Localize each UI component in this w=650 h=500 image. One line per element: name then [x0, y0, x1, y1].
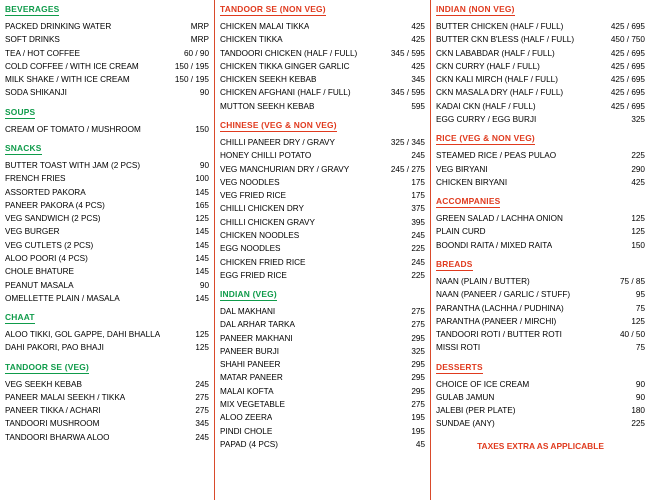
- menu-item-row: [220, 345, 425, 358]
- menu-item-price: 295: [411, 386, 425, 396]
- menu-item-price: 245: [195, 379, 209, 389]
- menu-item-name: BUTTER CHICKEN (HALF / FULL): [436, 22, 564, 31]
- menu-item-row: [220, 398, 425, 411]
- menu-item-name: DAL ARHAR TARKA: [220, 320, 295, 330]
- menu-item-price: 425 / 695: [610, 88, 645, 98]
- menu-item-price: 450 / 750: [610, 35, 645, 45]
- menu-item-name: CHILLI CHICKEN GRAVY: [220, 217, 315, 227]
- menu-item-row: [436, 33, 645, 46]
- menu-item-row: [5, 391, 209, 404]
- menu-item-name: MILK SHAKE / WITH ICE CREAM: [5, 75, 130, 85]
- menu-item-price: 275: [195, 406, 209, 416]
- menu-item-price: 425 / 695: [610, 61, 645, 71]
- menu-item-name: PANEER PAKORA (4 PCS): [5, 200, 105, 210]
- section-title-chaat: [5, 312, 209, 325]
- menu-item-price: 225: [411, 270, 425, 280]
- menu-item-name: CHICKEN TIKKA: [220, 35, 283, 45]
- menu-item-row: [220, 332, 425, 345]
- menu-item-name: CHILLI CHICKEN DRY: [220, 204, 305, 214]
- menu-item-price: 275: [411, 307, 425, 317]
- menu-item-row: [436, 275, 645, 288]
- menu-item-name: EGG NOODLES: [220, 244, 281, 254]
- menu-item-name: MIX VEGETABLE: [220, 400, 285, 410]
- menu-item-price: 245: [411, 151, 425, 161]
- menu-item-row: [220, 358, 425, 371]
- menu-item-price: 180: [631, 406, 645, 416]
- section-title-desserts: [436, 362, 645, 375]
- menu-item-price: 90: [635, 392, 645, 402]
- menu-item-name: CHICKEN SEEKH KEBAB: [220, 75, 317, 85]
- menu-item-price: 75: [635, 303, 645, 313]
- section-title-text: SOUPS: [5, 106, 36, 117]
- menu-item-price: 195: [411, 413, 425, 423]
- menu-item-price: 225: [411, 244, 425, 254]
- menu-item-name: MUTTON SEEKH KEBAB: [220, 101, 315, 111]
- menu-item-name: ALOO ZEERA: [220, 413, 273, 423]
- menu-item-price: 145: [195, 227, 209, 237]
- section-title-accompanies: [436, 196, 645, 209]
- menu-item-row: [436, 225, 645, 238]
- menu-item-name: CHOLE BHATURE: [5, 267, 74, 277]
- menu-item-price: 75: [635, 343, 645, 353]
- menu-item-row: [5, 159, 209, 172]
- menu-item-name: VEG FRIED RICE: [220, 191, 286, 201]
- menu-item-price: 375: [411, 204, 425, 214]
- menu-item-row: [5, 328, 209, 341]
- menu-item-row: [220, 60, 425, 73]
- menu-item-row: [5, 172, 209, 185]
- menu-item-row: [5, 86, 209, 99]
- section-title-chinese-veg-non-veg: [220, 120, 425, 133]
- menu-item-name: VEG CUTLETS (2 PCS): [5, 240, 94, 250]
- menu-item-row: [220, 256, 425, 269]
- menu-item-row: [5, 47, 209, 60]
- menu-item-price: 175: [411, 177, 425, 187]
- section-title-indian-veg: [220, 289, 425, 302]
- menu-item-name: SHAHI PANEER: [220, 360, 281, 370]
- menu-item-price: 345 / 595: [390, 48, 425, 58]
- menu-item-row: [5, 123, 209, 136]
- menu-item-price: 125: [631, 214, 645, 224]
- menu-item-name: PLAIN CURD: [436, 227, 486, 237]
- menu-item-name: HONEY CHILLI POTATO: [220, 151, 312, 161]
- menu-item-price: 425: [411, 22, 425, 31]
- section-title-soups: [5, 107, 209, 120]
- menu-item-name: PANEER BURJI: [220, 346, 279, 356]
- menu-item-price: 125: [195, 214, 209, 224]
- menu-item-row: [220, 411, 425, 424]
- menu-item-name: ALOO POORI (4 PCS): [5, 253, 88, 263]
- menu-item-row: [436, 288, 645, 301]
- menu-item-name: MISSI ROTI: [436, 343, 481, 353]
- menu-item-name: CHICKEN BIRYANI: [436, 177, 508, 187]
- menu-item-price: 95: [635, 290, 645, 300]
- menu-item-name: CKN MASALA DRY (HALF / FULL): [436, 88, 564, 98]
- menu-item-name: GULAB JAMUN: [436, 392, 495, 402]
- menu-item-row: [5, 239, 209, 252]
- menu-item-price: 595: [411, 101, 425, 111]
- menu-item-price: 90: [635, 379, 645, 389]
- menu-item-name: SODA SHIKANJI: [5, 88, 67, 98]
- menu-item-row: [5, 292, 209, 305]
- menu-item-row: [436, 302, 645, 315]
- menu-item-row: [5, 60, 209, 73]
- menu-item-price: 275: [195, 392, 209, 402]
- menu-item-name: TANDOORI CHICKEN (HALF / FULL): [220, 48, 358, 58]
- menu-item-name: VEG MANCHURIAN DRY / GRAVY: [220, 164, 350, 174]
- menu-item-price: 345: [195, 419, 209, 429]
- menu-item-row: [220, 242, 425, 255]
- menu-item-row: [5, 404, 209, 417]
- menu-item-row: [220, 371, 425, 384]
- menu-item-row: [436, 163, 645, 176]
- menu-item-price: 145: [195, 240, 209, 250]
- menu-item-name: CKN CURRY (HALF / FULL): [436, 61, 540, 71]
- menu-item-name: VEG SEEKH KEBAB: [5, 379, 82, 389]
- menu-item-name: DAL MAKHANI: [220, 307, 276, 317]
- menu-item-name: EGG FRIED RICE: [220, 270, 287, 280]
- menu-item-row: [436, 212, 645, 225]
- menu-item-price: 125: [195, 343, 209, 353]
- menu-column-1: [0, 0, 214, 500]
- menu-item-row: [5, 20, 209, 33]
- menu-item-name: BOONDI RAITA / MIXED RAITA: [436, 240, 553, 250]
- menu-item-price: 165: [195, 200, 209, 210]
- menu-item-row: [220, 202, 425, 215]
- menu-item-row: [436, 73, 645, 86]
- menu-item-price: 150 / 195: [174, 75, 209, 85]
- menu-item-name: MALAI KOFTA: [220, 386, 274, 396]
- menu-item-name: BUTTER TOAST WITH JAM (2 PCS): [5, 160, 141, 170]
- menu-item-price: 90: [199, 280, 209, 290]
- menu-item-name: PANEER TIKKA / ACHARI: [5, 406, 101, 416]
- section-title-text: BEVERAGES: [5, 4, 60, 14]
- menu-item-name: TEA / HOT COFFEE: [5, 48, 80, 58]
- menu-item-row: [220, 216, 425, 229]
- menu-item-name: CHILLI PANEER DRY / GRAVY: [220, 137, 335, 147]
- menu-item-row: [5, 378, 209, 391]
- section-title-beverages: [5, 4, 209, 17]
- menu-item-name: PARANTHA (LACHHA / PUDHINA): [436, 303, 564, 313]
- section-title-text: SNACKS: [5, 142, 42, 153]
- menu-item-row: [5, 199, 209, 212]
- menu-item-row: [220, 189, 425, 202]
- menu-item-row: [5, 341, 209, 354]
- menu-item-row: [220, 229, 425, 242]
- menu-item-row: [220, 73, 425, 86]
- menu-item-price: 425: [631, 177, 645, 187]
- menu-item-name: CHICKEN FRIED RICE: [220, 257, 306, 267]
- menu-item-price: 195: [411, 426, 425, 436]
- menu-item-price: 225: [631, 151, 645, 161]
- section-title-text: CHINESE (VEG & NON VEG): [220, 119, 337, 130]
- menu-item-name: PANEER MAKHANI: [220, 333, 293, 343]
- section-title-rice-veg-non-veg: [436, 133, 645, 146]
- menu-item-name: NAAN (PANEER / GARLIC / STUFF): [436, 290, 571, 300]
- menu-item-price: 45: [415, 439, 425, 449]
- menu-item-name: SOFT DRINKS: [5, 35, 60, 45]
- menu-item-price: 425 / 695: [610, 48, 645, 58]
- section-title-text: INDIAN (VEG): [220, 289, 277, 300]
- menu-item-price: 90: [199, 160, 209, 170]
- menu-item-name: FRENCH FRIES: [5, 174, 66, 184]
- menu-item-name: JALEBI (PER PLATE): [436, 406, 516, 416]
- menu-item-row: [220, 385, 425, 398]
- menu-item-row: [436, 315, 645, 328]
- menu-item-row: [5, 33, 209, 46]
- menu-item-row: [5, 73, 209, 86]
- menu-item-name: CREAM OF TOMATO / MUSHROOM: [5, 124, 141, 134]
- section-title-text: ACCOMPANIES: [436, 196, 501, 207]
- menu-item-price: 345 / 595: [390, 88, 425, 98]
- menu-item-name: VEG SANDWICH (2 PCS): [5, 214, 101, 224]
- menu-item-row: [220, 47, 425, 60]
- menu-item-name: ASSORTED PAKORA: [5, 187, 86, 197]
- menu-item-price: 125: [195, 330, 209, 340]
- menu-item-price: 425 / 695: [610, 22, 645, 31]
- menu-item-price: 295: [411, 373, 425, 383]
- section-title-text: CHAAT: [5, 312, 35, 323]
- menu-item-row: [220, 100, 425, 113]
- section-title-indian-non-veg: [436, 4, 645, 17]
- menu-item-row: [5, 431, 209, 444]
- menu-item-name: VEG BIRYANI: [436, 164, 488, 174]
- menu-item-price: 150: [195, 124, 209, 134]
- menu-item-name: TANDOORI MUSHROOM: [5, 419, 100, 429]
- menu-item-row: [5, 279, 209, 292]
- menu-item-row: [220, 305, 425, 318]
- menu-item-row: [436, 113, 645, 126]
- menu-item-name: PAPAD (4 PCS): [220, 439, 278, 449]
- menu-item-row: [220, 20, 425, 33]
- menu-item-price: 325 / 345: [390, 137, 425, 147]
- menu-item-row: [5, 212, 209, 225]
- menu-item-price: 125: [631, 227, 645, 237]
- menu-item-row: [220, 176, 425, 189]
- menu-item-price: 145: [195, 253, 209, 263]
- menu-item-row: [436, 404, 645, 417]
- menu-item-name: NAAN (PLAIN / BUTTER): [436, 276, 530, 286]
- menu-item-row: [220, 136, 425, 149]
- menu-item-name: VEG NOODLES: [220, 177, 280, 187]
- menu-item-row: [5, 417, 209, 430]
- menu-item-row: [220, 438, 425, 451]
- menu-item-row: [5, 225, 209, 238]
- menu-item-price: 275: [411, 400, 425, 410]
- menu-item-row: [5, 186, 209, 199]
- menu-item-row: [5, 252, 209, 265]
- menu-item-price: 275: [411, 320, 425, 330]
- menu-item-price: 150: [631, 240, 645, 250]
- menu-item-price: 425: [411, 35, 425, 45]
- section-title-text: BREADS: [436, 258, 473, 269]
- menu-item-price: 145: [195, 293, 209, 303]
- menu-item-name: COLD COFFEE / WITH ICE CREAM: [5, 61, 139, 71]
- menu-item-price: 40 / 50: [619, 330, 645, 340]
- menu-item-price: 290: [631, 164, 645, 174]
- menu-item-price: 75 / 85: [619, 276, 645, 286]
- menu-item-name: DAHI PAKORI, PAO BHAJI: [5, 343, 104, 353]
- menu-item-row: [436, 47, 645, 60]
- menu-item-name: GREEN SALAD / LACHHA ONION: [436, 214, 563, 224]
- menu-item-price: 60 / 90: [183, 48, 209, 58]
- section-title-text: RICE (VEG & NON VEG): [436, 133, 535, 144]
- menu-item-name: CKN KALI MIRCH (HALF / FULL): [436, 75, 558, 85]
- taxes-note: TAXES EXTRA AS APPLICABLE: [477, 440, 604, 451]
- menu-item-price: 295: [411, 360, 425, 370]
- menu-item-row: [436, 378, 645, 391]
- menu-item-price: 245: [411, 230, 425, 240]
- menu-item-price: 145: [195, 267, 209, 277]
- menu-item-name: KADAI CKN (HALF / FULL): [436, 101, 536, 111]
- menu-item-price: 150 / 195: [174, 61, 209, 71]
- menu-item-row: [436, 20, 645, 33]
- menu-item-price: 295: [411, 333, 425, 343]
- menu-item-name: CHICKEN AFGHANI (HALF / FULL): [220, 88, 351, 98]
- menu-item-price: 395: [411, 217, 425, 227]
- menu-item-name: OMELLETTE PLAIN / MASALA: [5, 293, 120, 303]
- menu-column-3: [430, 0, 650, 500]
- menu-item-name: CHICKEN NOODLES: [220, 230, 300, 240]
- menu-item-price: 100: [195, 174, 209, 184]
- menu-item-row: [436, 100, 645, 113]
- menu-item-price: 325: [411, 346, 425, 356]
- menu-item-price: 145: [195, 187, 209, 197]
- menu-item-price: 425: [411, 61, 425, 71]
- menu-item-price: 175: [411, 191, 425, 201]
- menu-item-price: 345: [411, 75, 425, 85]
- menu-item-name: PACKED DRINKING WATER: [5, 22, 112, 31]
- menu-item-name: TANDOORI ROTI / BUTTER ROTI: [436, 330, 562, 340]
- menu-item-row: [436, 391, 645, 404]
- menu-item-row: [436, 60, 645, 73]
- menu-item-name: PANEER MALAI SEEKH / TIKKA: [5, 392, 126, 402]
- menu-item-price: 225: [631, 419, 645, 429]
- menu-item-price: 125: [631, 316, 645, 326]
- section-title-tandoor-se-non-veg: [220, 4, 425, 17]
- menu-item-price: MRP: [190, 22, 209, 31]
- menu-item-row: [220, 318, 425, 331]
- section-title-breads: [436, 259, 645, 272]
- menu-item-price: 425 / 695: [610, 101, 645, 111]
- menu-item-name: PINDI CHOLE: [220, 426, 273, 436]
- section-title-text: TANDOOR SE (NON VEG): [220, 4, 326, 14]
- menu-item-row: [5, 265, 209, 278]
- menu-item-price: 245 / 275: [390, 164, 425, 174]
- menu-item-name: TANDOORI BHARWA ALOO: [5, 432, 110, 442]
- menu-item-name: ALOO TIKKI, GOL GAPPE, DAHI BHALLA: [5, 330, 161, 340]
- section-title-text: TANDOOR SE (VEG): [5, 361, 90, 372]
- menu-item-row: [436, 239, 645, 252]
- menu-item-row: [436, 328, 645, 341]
- menu-item-price: 325: [631, 114, 645, 124]
- menu-item-row: [436, 176, 645, 189]
- menu-item-row: [436, 149, 645, 162]
- menu-item-row: [220, 86, 425, 99]
- menu-item-name: CHOICE OF ICE CREAM: [436, 379, 530, 389]
- menu-item-name: CHICKEN MALAI TIKKA: [220, 22, 310, 31]
- menu-item-row: [220, 425, 425, 438]
- menu-item-name: MATAR PANEER: [220, 373, 283, 383]
- section-title-tandoor-se-veg: [5, 362, 209, 375]
- menu-item-row: [436, 86, 645, 99]
- section-title-snacks: [5, 143, 209, 156]
- menu-item-price: MRP: [190, 35, 209, 45]
- menu-item-name: SUNDAE (ANY): [436, 419, 495, 429]
- menu-item-price: 425 / 695: [610, 75, 645, 85]
- menu-item-name: VEG BURGER: [5, 227, 60, 237]
- menu-item-price: 245: [195, 432, 209, 442]
- menu-item-name: EGG CURRY / EGG BURJI: [436, 114, 537, 124]
- menu-item-row: [436, 417, 645, 430]
- menu-item-name: PEANUT MASALA: [5, 280, 74, 290]
- menu-item-row: [436, 341, 645, 354]
- menu-item-name: STEAMED RICE / PEAS PULAO: [436, 151, 557, 161]
- menu-item-price: 245: [411, 257, 425, 267]
- menu-item-name: CHICKEN TIKKA GINGER GARLIC: [220, 61, 350, 71]
- menu-item-row: [220, 163, 425, 176]
- menu-item-name: BUTTER CKN B'LESS (HALF / FULL): [436, 35, 575, 45]
- section-title-text: INDIAN (NON VEG): [436, 4, 515, 14]
- menu-item-row: [220, 269, 425, 282]
- menu-item-row: [220, 149, 425, 162]
- section-title-text: DESSERTS: [436, 361, 483, 372]
- menu-item-row: [220, 33, 425, 46]
- menu-item-name: CKN LABABDAR (HALF / FULL): [436, 48, 555, 58]
- menu-item-price: 90: [199, 88, 209, 98]
- menu-item-name: PARANTHA (PANEER / MIRCHI): [436, 316, 557, 326]
- menu-column-2: [214, 0, 430, 500]
